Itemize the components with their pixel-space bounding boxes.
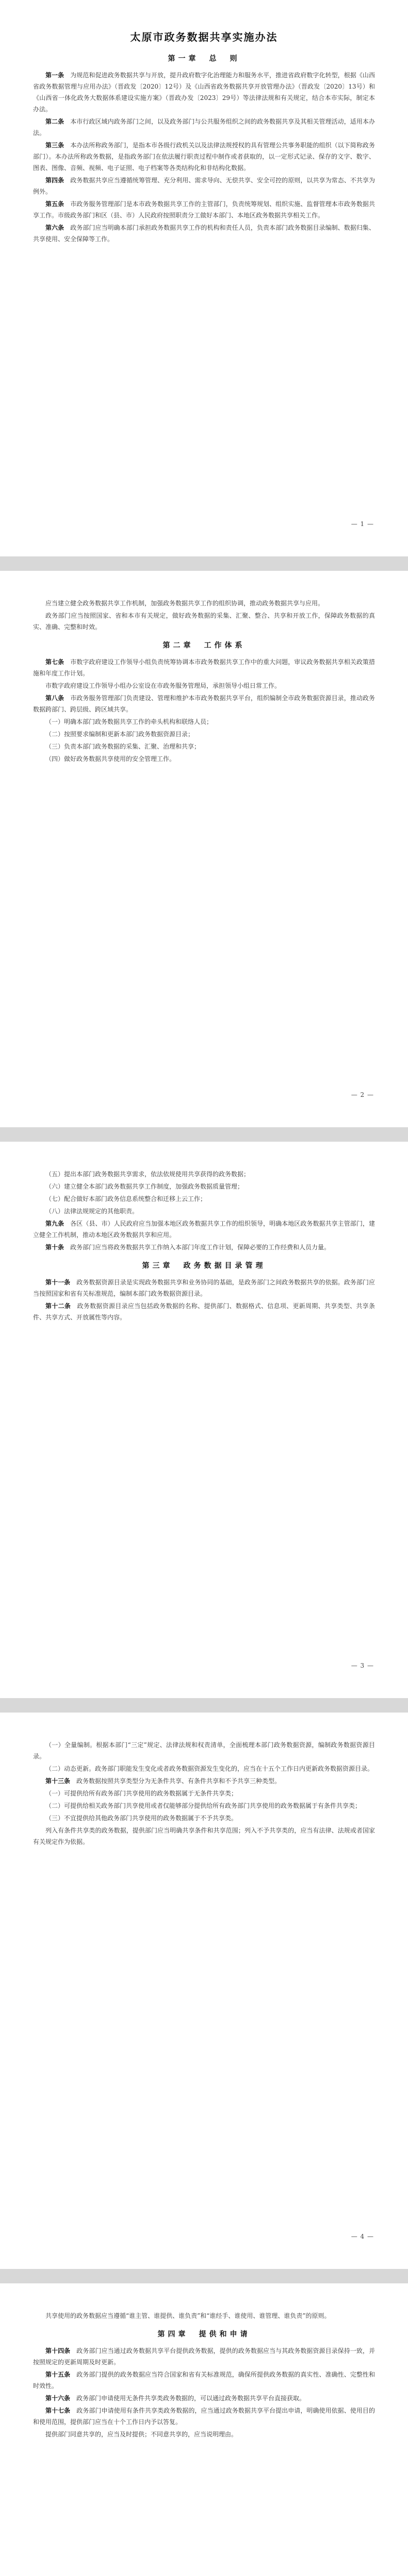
article-paragraph xyxy=(33,1800,375,1811)
article-paragraph xyxy=(33,692,375,715)
article-paragraph xyxy=(33,1825,375,1848)
article-paragraph xyxy=(33,753,375,765)
article-paragraph xyxy=(33,1168,375,1180)
page-content xyxy=(33,1739,375,1848)
article-label: 第二条 xyxy=(45,118,64,125)
article-label: 第六条 xyxy=(45,224,64,231)
article-text: （六）建立健全本部门政务数据共享工作制度，加强政务数据质量管理； xyxy=(45,1183,244,1190)
page-number: — 4 — xyxy=(351,2233,374,2240)
document-title: 太原市政务数据共享实施办法 xyxy=(130,31,278,43)
article-label: 第十四条 xyxy=(45,2347,71,2354)
article-text: （四）做好政务数据共享使用的安全管理工作。 xyxy=(45,755,176,762)
article-text: （三）不宜提供给其他政务部门共享使用的政务数据属于不予共享类。 xyxy=(45,1815,238,1822)
article-label: 第十二条 xyxy=(45,1302,71,1310)
article-text: （二）可提供给相关政务部门共享使用或者仅能够部分提供给所有政务部门共享使用的政务数据属于有条件共享类； xyxy=(45,1802,362,1809)
article-text: 市政务服务管理部门负责建设、管理和维护本市政务数据共享平台，组织编制全市政务数据资源目录，推动政务数据跨部门、跨层级、跨区域共享。 xyxy=(33,694,375,713)
article-paragraph xyxy=(33,1206,375,1217)
article-text: 提供部门同意共享的，应当及时提供；不同意共享的，应当说明理由。 xyxy=(45,2431,238,2438)
article-paragraph xyxy=(33,1812,375,1824)
page-number: — 3 — xyxy=(351,1662,374,1669)
article-paragraph xyxy=(33,1277,375,1299)
article-label: 第七条 xyxy=(45,658,64,666)
article-text: （一）全量编制。根据本部门“三定”规定、法律法规和权责清单，全面梳理本部门政务数据资源，编制政务数据资源目录。 xyxy=(33,1741,375,1760)
document-page xyxy=(0,2283,408,2576)
article-label: 第九条 xyxy=(45,1220,64,1227)
chapter-heading: 第三章 政务数据目录管理 xyxy=(142,1262,266,1270)
article-paragraph xyxy=(33,2310,375,2321)
article-text: 本市行政区域内政务部门之间，以及政务部门与公共服务组织之间的政务数据共享及其相关管理活动，适用本办法。 xyxy=(33,118,375,137)
article-text: 政务部门申请使用有条件共享类政务数据的，应当通过政务数据共享平台提出申请，明确使用依据、使用目的和使用范围，提供部门应当在十个工作日内予以答复。 xyxy=(33,2407,375,2426)
article-paragraph xyxy=(33,598,375,609)
article-paragraph xyxy=(33,2393,375,2404)
article-text: （五）提出本部门政务数据共享需求，依法依规使用共享获得的政务数据； xyxy=(45,1171,250,1178)
article-text: 政务部门应当按照国家、省和本市有关规定，做好政务数据的采集、汇聚、整合、共享和开放工作，保障政务数据的真实、准确、完整和时效。 xyxy=(33,612,375,631)
article-paragraph xyxy=(33,610,375,633)
article-paragraph xyxy=(33,2345,375,2368)
article-label: 第一条 xyxy=(45,72,64,79)
article-paragraph xyxy=(33,1775,375,1787)
page-content xyxy=(33,598,375,765)
chapter-heading: 第一章 总 则 xyxy=(168,55,240,63)
article-paragraph xyxy=(33,175,375,197)
page-content xyxy=(33,1168,375,1323)
article-text: （二）动态更新。政务部门职能发生变化或者政务数据资源发生变化的，应当在十五个工作日内更新政务数据资源目录。 xyxy=(45,1765,374,1772)
article-paragraph xyxy=(33,728,375,740)
article-text: 政务数据共享应当遵循统筹管理、充分利用、需求导向、无偿共享、安全可控的原则，以共享为常态、不共享为例外。 xyxy=(33,177,375,195)
page-number: — 1 — xyxy=(351,520,374,528)
page-content xyxy=(33,53,375,245)
article-label: 第五条 xyxy=(45,200,64,208)
document-page xyxy=(0,571,408,1127)
article-text: 应当建立健全政务数据共享工作机制，加强政务数据共享工作的组织协调，推动政务数据共享与应用。 xyxy=(45,600,324,607)
article-text: （二）按照要求编制和更新本部门政务数据资源目录； xyxy=(45,731,194,738)
document-page xyxy=(0,1713,408,2269)
article-paragraph xyxy=(33,741,375,752)
article-text: 政务部门应当通过政务数据共享平台提供政务数据，提供的政务数据应当与其政务数据资源目录保持一致，并按照规定的更新周期及时更新。 xyxy=(33,2347,375,2366)
article-text: 市数字政府建设工作领导小组办公室设在市政务服务管理局，承担领导小组日常工作。 xyxy=(45,682,281,689)
page-content xyxy=(33,2310,375,2440)
article-text: （一）可提供给所有政务部门共享使用的政务数据属于无条件共享类； xyxy=(45,1790,238,1797)
article-text: 政务数据按照共享类型分为无条件共享、有条件共享和不予共享三种类型。 xyxy=(76,1777,281,1785)
article-paragraph xyxy=(33,2405,375,2428)
article-paragraph xyxy=(33,140,375,174)
article-text: 共享使用的政务数据应当遵循“谁主管、谁提供、谁负责”和“谁经手、谁使用、谁管理、谁负责”的原则。 xyxy=(45,2312,331,2319)
article-paragraph xyxy=(33,2369,375,2392)
article-text: 列入有条件共享类的政务数据，提供部门应当明确共享条件和共享范围；列入不予共享类的，应当有法律、法规或者国家有关规定作为依据。 xyxy=(33,1827,375,1845)
article-paragraph xyxy=(33,1193,375,1205)
article-text: 市政务服务管理部门是本市政务数据共享工作的主管部门，负责统筹规划、组织实施、监督管理本市政务数据共享工作。市级政务部门和区（县、市）人民政府按照职责分工做好本部门、本地区政务数据共享相关工作。 xyxy=(33,200,375,219)
article-text: 政务部门提供的政务数据应当符合国家和省有关标准规范，确保所提供政务数据的真实性、准确性、完整性和时效性。 xyxy=(33,2371,375,2389)
article-text: 为规范和促进政务数据共享与开放，提升政府数字化治理能力和服务水平，推进省政府数字化转型，根据《山西省政务数据管理与应用办法》（晋政发〔2020〕12号）及《山西省政务数据共享开放管理办法》（晋政发〔2020〕13号）和《山西省一体化政务大数据体系建设实施方案》（晋政办发〔2023〕29号）等法律法规和有关规定，结合本市实际，制定本办法。 xyxy=(33,72,375,113)
document-page xyxy=(0,0,408,556)
article-text: （八）法律法规规定的其他职责。 xyxy=(45,1208,139,1215)
article-paragraph xyxy=(33,1788,375,1799)
article-text: （七）配合做好本部门政务信息系统整合和迁移上云工作； xyxy=(45,1195,207,1202)
article-label: 第十条 xyxy=(45,1244,64,1251)
article-label: 第十七条 xyxy=(45,2407,71,2414)
article-paragraph xyxy=(33,1181,375,1192)
article-label: 第十五条 xyxy=(45,2371,71,2378)
article-paragraph xyxy=(33,716,375,727)
article-label: 第八条 xyxy=(45,694,64,702)
article-paragraph xyxy=(33,1300,375,1323)
article-paragraph xyxy=(33,1763,375,1774)
chapter-heading: 第二章 工作体系 xyxy=(162,641,246,650)
article-text: 政务部门应当明确本部门承担政务数据共享工作的机构和责任人员，负责本部门政务数据目录编制、数据归集、共享使用、安全保障等工作。 xyxy=(33,224,375,243)
article-label: 第十三条 xyxy=(45,1777,71,1785)
article-paragraph xyxy=(33,70,375,115)
article-label: 第十六条 xyxy=(45,2395,71,2402)
article-text: 本办法所称政务部门，是指本市各级行政机关以及法律法规授权的具有管理公共事务职能的组织（以下简称政务部门）。本办法所称政务数据，是指政务部门在依法履行职责过程中制作或者获取的，以一定形式记录、保存的文字、数字、图表、图像、音频、视频、电子证照、电子档案等各类结构化和非结构化数据。 xyxy=(33,142,375,172)
article-text: （三）负责本部门政务数据的采集、汇聚、治理和共享； xyxy=(45,743,201,750)
article-paragraph xyxy=(33,222,375,245)
article-text: 市数字政府建设工作领导小组负责统筹协调本市政务数据共享工作中的重大问题，审议政务数据共享相关政策措施和年度工作计划。 xyxy=(33,658,375,677)
article-paragraph xyxy=(33,1242,375,1253)
article-text: 政务部门应当将政务数据共享工作纳入本部门年度工作计划，保障必要的工作经费和人员力量。 xyxy=(70,1244,331,1251)
article-paragraph xyxy=(33,116,375,139)
article-text: 各区（县、市）人民政府应当加强本地区政务数据共享工作的组织领导，明确本地区政务数据共享主管部门，建立健全工作机制，推动本地区政务数据共享和应用。 xyxy=(33,1220,375,1239)
article-paragraph xyxy=(33,656,375,679)
article-label: 第四条 xyxy=(45,177,64,184)
chapter-heading: 第四章 提供和申请 xyxy=(157,2330,251,2338)
article-paragraph xyxy=(33,1218,375,1241)
article-text: 政务数据资源目录是实现政务数据共享和业务协同的基础，是政务部门之间政务数据共享的依据。政务部门应当按照国家和省有关标准规范，编制本部门政务数据资源目录。 xyxy=(33,1279,375,1297)
article-paragraph xyxy=(33,1739,375,1762)
article-paragraph xyxy=(33,2429,375,2440)
article-paragraph xyxy=(33,198,375,221)
document-page xyxy=(0,1142,408,1698)
article-text: 政务部门申请使用无条件共享类政务数据的，可以通过政务数据共享平台直接获取。 xyxy=(76,2395,306,2402)
article-label: 第三条 xyxy=(45,142,64,149)
article-paragraph xyxy=(33,680,375,691)
article-label: 第十一条 xyxy=(45,1279,71,1286)
page-number: — 2 — xyxy=(351,1091,374,1098)
article-text: （一）明确本部门政务数据共享工作的牵头机构和联络人员； xyxy=(45,718,213,725)
article-text: 政务数据资源目录应当包括政务数据的名称、提供部门、数据格式、信息项、更新周期、共享类型、共享条件、共享方式、开放属性等内容。 xyxy=(33,1302,375,1321)
